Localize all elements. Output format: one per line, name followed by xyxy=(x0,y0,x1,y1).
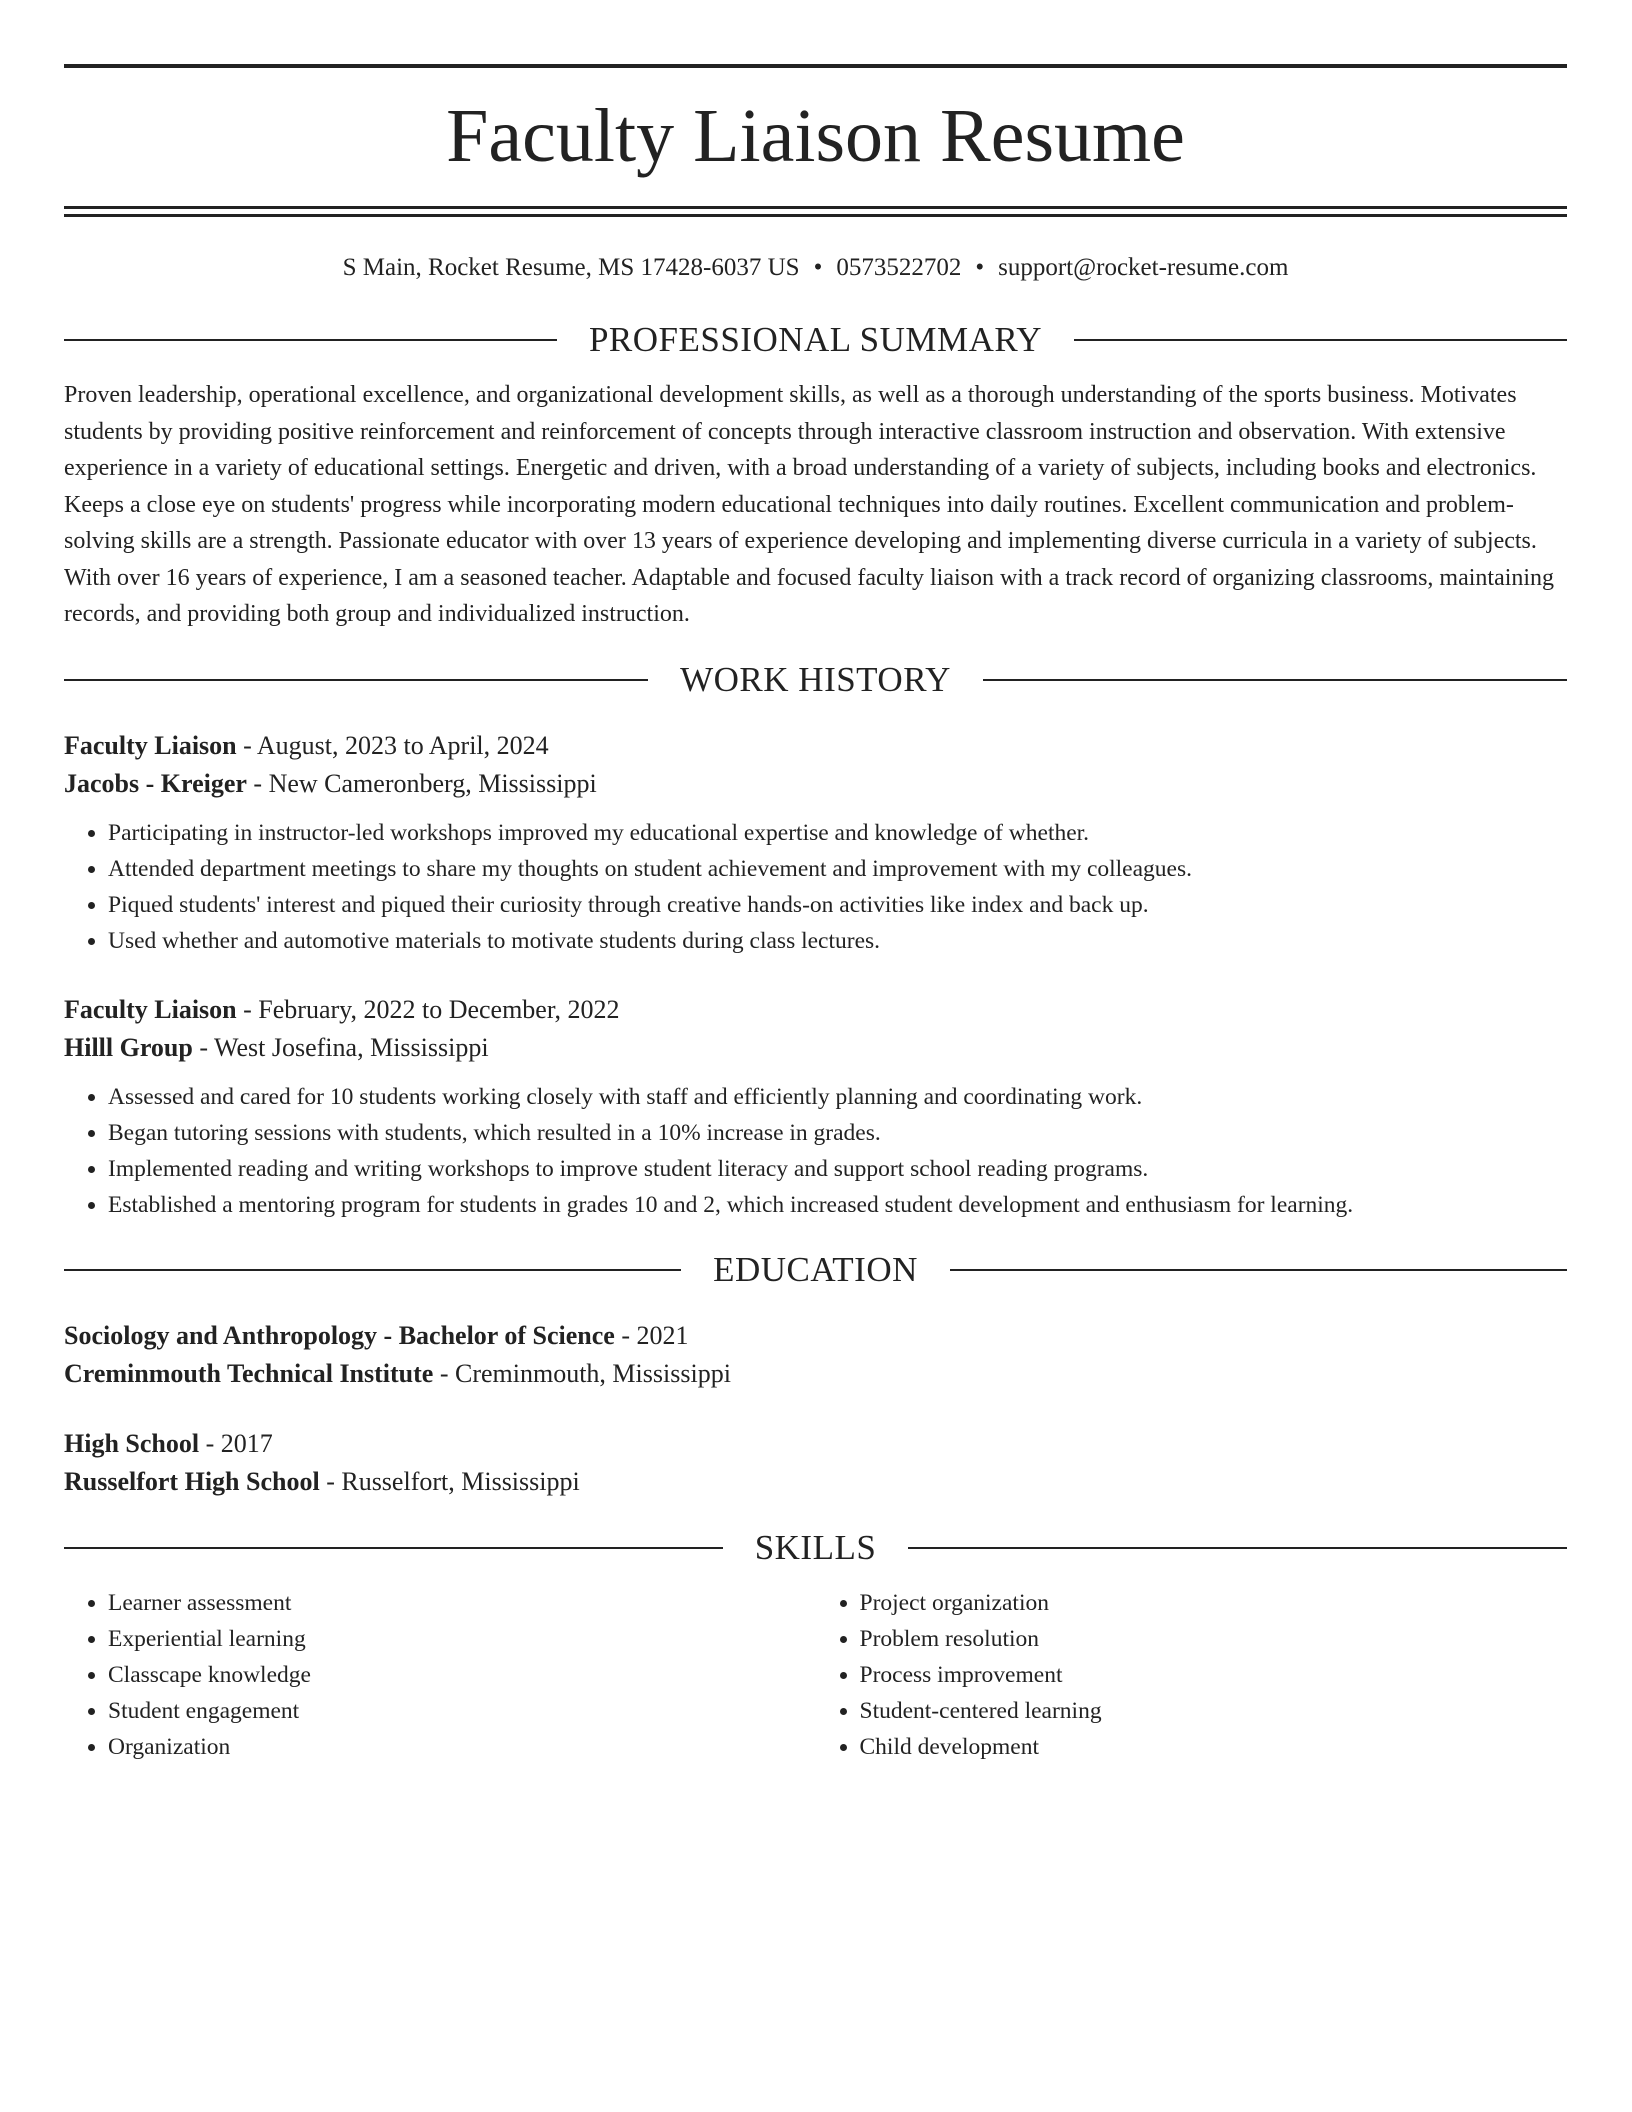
job-bullet: • Piqued students' interest and piqued their curiosity through creative hands-on activities like index and back up. xyxy=(108,887,1567,923)
job-bullet: • Assessed and cared for 10 students working closely with staff and efficiently planning and coordinating work. xyxy=(108,1079,1567,1115)
education-heading-label: EDUCATION xyxy=(713,1249,918,1289)
education-school-line xyxy=(64,1355,1567,1393)
job-location: - West Josefina, Mississippi xyxy=(192,1032,489,1062)
job-bullet: • Began tutoring sessions with students, which resulted in a 10% increase in grades. xyxy=(108,1115,1567,1151)
job-bullet: • Attended department meetings to share my thoughts on student achievement and improvement with my colleagues. xyxy=(108,851,1567,887)
education-degree-line xyxy=(64,1317,1567,1355)
summary-text: Proven leadership, operational excellence, and organizational development skills, as well as a thorough understanding of the sports business. Motivates students by providing positive reinforcement and reinforcement of concepts through interactive classroom instruction and observation. With extensive experience in a variety of educational settings. Energetic and driven, with a broad understanding of a variety of subjects, including books and electronics. Keeps a close eye on students' progress while incorporating modern educational techniques into daily routines. Excellent communication and problem-solving skills are a strength. Passionate educator with over 13 years of experience developing and implementing diverse curricula in a variety of subjects. With over 16 years of experience, I am a seasoned teacher. Adaptable and focused faculty liaison with a track record of organizing classrooms, maintaining records, and providing both group and individualized instruction. xyxy=(64,382,1555,627)
contact-separator: • xyxy=(813,254,823,281)
heading-rule-left xyxy=(64,339,557,341)
summary-heading-label: PROFESSIONAL SUMMARY xyxy=(588,320,1043,359)
heading-rule-left xyxy=(64,1547,723,1549)
contact-separator: • xyxy=(975,254,985,281)
skills-list-right xyxy=(816,1585,1568,1765)
heading-rule-left xyxy=(64,679,648,681)
job-entry xyxy=(64,991,1567,1223)
education-year: - 2021 xyxy=(614,1320,689,1350)
job-location: - New Cameronberg, Mississippi xyxy=(246,768,597,798)
contact-email: support@rocket-resume.com xyxy=(998,254,1289,281)
education-location: - Russelfort, Mississippi xyxy=(319,1466,580,1496)
heading-rule-right xyxy=(983,679,1567,681)
job-bullets xyxy=(64,1079,1567,1223)
job-company-line xyxy=(64,1029,1567,1067)
job-title: Faculty Liaison xyxy=(64,730,237,760)
education-entry xyxy=(64,1317,1567,1393)
resume-page xyxy=(64,64,1567,1765)
skill-item: • Child development xyxy=(860,1729,1568,1765)
job-entry xyxy=(64,727,1567,959)
job-title-line xyxy=(64,991,1567,1029)
skill-item: • Project organization xyxy=(860,1585,1568,1621)
job-company: Jacobs - Kreiger xyxy=(64,768,247,798)
skill-item: • Experiential learning xyxy=(108,1621,816,1657)
education-entry xyxy=(64,1425,1567,1501)
education-school: Creminmouth Technical Institute xyxy=(64,1358,434,1388)
skill-item: • Student-centered learning xyxy=(860,1693,1568,1729)
education-school-line xyxy=(64,1463,1567,1501)
skill-item: • Learner assessment xyxy=(108,1585,816,1621)
job-bullet: • Used whether and automotive materials to motivate students during class lectures. xyxy=(108,923,1567,959)
education-degree: Sociology and Anthropology - Bachelor of Science xyxy=(64,1320,615,1350)
work-section-heading xyxy=(64,655,1567,705)
job-title-line xyxy=(64,727,1567,765)
skill-item: • Classcape knowledge xyxy=(108,1657,816,1693)
job-bullet: • Established a mentoring program for students in grades 10 and 2, which increased student development and enthusiasm for learning. xyxy=(108,1187,1567,1223)
job-bullet: • Participating in instructor-led workshops improved my educational expertise and knowledge of whether. xyxy=(108,815,1567,851)
job-dates: - August, 2023 to April, 2024 xyxy=(236,730,549,760)
job-dates: - February, 2022 to December, 2022 xyxy=(236,994,620,1024)
education-location: - Creminmouth, Mississippi xyxy=(433,1358,731,1388)
education-degree-line xyxy=(64,1425,1567,1463)
heading-rule-right xyxy=(950,1269,1567,1271)
contact-phone: 0573522702 xyxy=(836,254,962,281)
skill-item: • Problem resolution xyxy=(860,1621,1568,1657)
page-title: Faculty Liaison Resume xyxy=(446,94,1185,178)
skill-item: • Organization xyxy=(108,1729,816,1765)
education-year: - 2017 xyxy=(199,1428,273,1458)
skill-item: • Student engagement xyxy=(108,1693,816,1729)
skills-columns xyxy=(64,1585,1567,1765)
heading-rule-right xyxy=(908,1547,1567,1549)
education-school: Russelfort High School xyxy=(64,1466,320,1496)
heading-rule-left xyxy=(64,1269,681,1271)
skill-item: • Process improvement xyxy=(860,1657,1568,1693)
heading-rule-right xyxy=(1074,339,1567,341)
work-heading-label: WORK HISTORY xyxy=(680,659,951,699)
job-company: Hilll Group xyxy=(64,1032,193,1062)
skills-list-left xyxy=(64,1585,816,1765)
job-bullet: • Implemented reading and writing workshops to improve student literacy and support school reading programs. xyxy=(108,1151,1567,1187)
job-bullets xyxy=(64,815,1567,959)
education-degree: High School xyxy=(64,1428,200,1458)
header-double-rule xyxy=(64,206,1567,217)
job-company-line xyxy=(64,765,1567,803)
education-section-heading xyxy=(64,1245,1567,1295)
skills-section-heading xyxy=(64,1523,1567,1573)
skills-heading-label: SKILLS xyxy=(754,1527,877,1567)
job-title: Faculty Liaison xyxy=(64,994,237,1024)
contact-line xyxy=(64,253,1567,283)
summary-section-heading xyxy=(64,315,1567,365)
contact-address: S Main, Rocket Resume, MS 17428-6037 US xyxy=(342,254,800,281)
